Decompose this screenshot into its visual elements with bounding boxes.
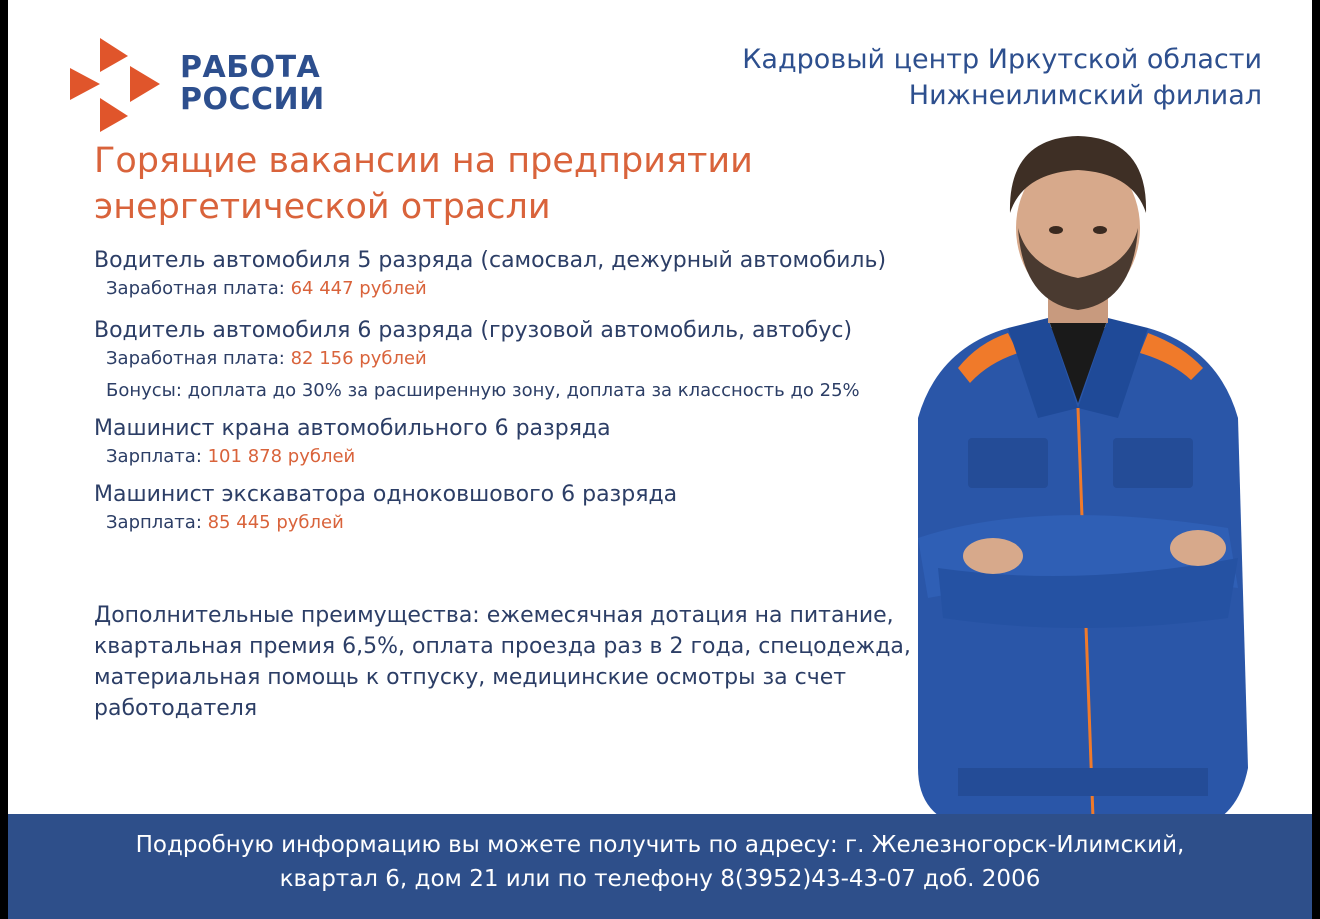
additional-benefits: Дополнительные преимущества: ежемесячная дотация на питание, квартальная премия 6,5%, оплата проезда раз в 2 года, спецодежда, материальная помощь к отпуску, медицинские осмотры за счет работодателя — [94, 603, 911, 721]
vacancy-title: Машинист экскаватора одноковшового 6 разряда — [94, 482, 678, 507]
vacancy-salary — [94, 444, 964, 470]
footer-line-2: квартал 6, дом 21 или по телефону 8(3952)43-43-07 доб. 2006 — [279, 866, 1041, 892]
salary-label: Заработная плата: — [106, 348, 291, 369]
vacancy-item — [94, 480, 964, 536]
vacancy-item — [94, 414, 964, 470]
salary-amount: 101 878 рублей — [207, 446, 356, 467]
contact-footer — [8, 814, 1312, 919]
vacancy-poster — [8, 0, 1312, 919]
organization-line-1: Кадровый центр Иркутской области — [742, 44, 1262, 75]
headline: Горящие вакансии на предприятии энергетической отрасли — [94, 141, 753, 227]
vacancy-title: Водитель автомобиля 6 разряда (грузовой автомобиль, автобус) — [94, 318, 853, 343]
footer-line-1: Подробную информацию вы можете получить по адресу: г. Железногорск-Илимский, — [135, 832, 1185, 858]
salary-amount: 82 156 рублей — [290, 348, 427, 369]
salary-label: Зарплата: — [106, 446, 208, 467]
salary-label: Заработная плата: — [106, 278, 291, 299]
vacancy-item — [94, 246, 964, 302]
organization-name — [742, 42, 1262, 114]
logo-line-2: РОССИИ — [180, 82, 325, 117]
salary-amount: 85 445 рублей — [207, 512, 344, 533]
salary-label: Зарплата: — [106, 512, 208, 533]
vacancy-salary — [94, 276, 964, 302]
logo-line-1: РАБОТА — [180, 50, 321, 85]
vacancy-title: Машинист крана автомобильного 6 разряда — [94, 416, 611, 441]
vacancy-item — [94, 316, 964, 404]
vacancy-bonus: Бонусы: доплата до 30% за расширенную зону, доплата за классность до 25% — [106, 380, 860, 401]
vacancy-title: Водитель автомобиля 5 разряда (самосвал, дежурный автомобиль) — [94, 248, 887, 273]
logo-wordmark — [180, 52, 325, 116]
vacancy-list — [94, 246, 964, 536]
vacancy-salary — [94, 346, 964, 372]
salary-amount: 64 447 рублей — [290, 278, 427, 299]
worker-photo — [898, 118, 1258, 919]
vacancy-salary — [94, 510, 964, 536]
organization-line-2: Нижнеилимский филиал — [908, 80, 1262, 111]
rabota-rossii-logo — [68, 36, 328, 136]
rabota-rossii-logo-icon — [68, 36, 168, 136]
